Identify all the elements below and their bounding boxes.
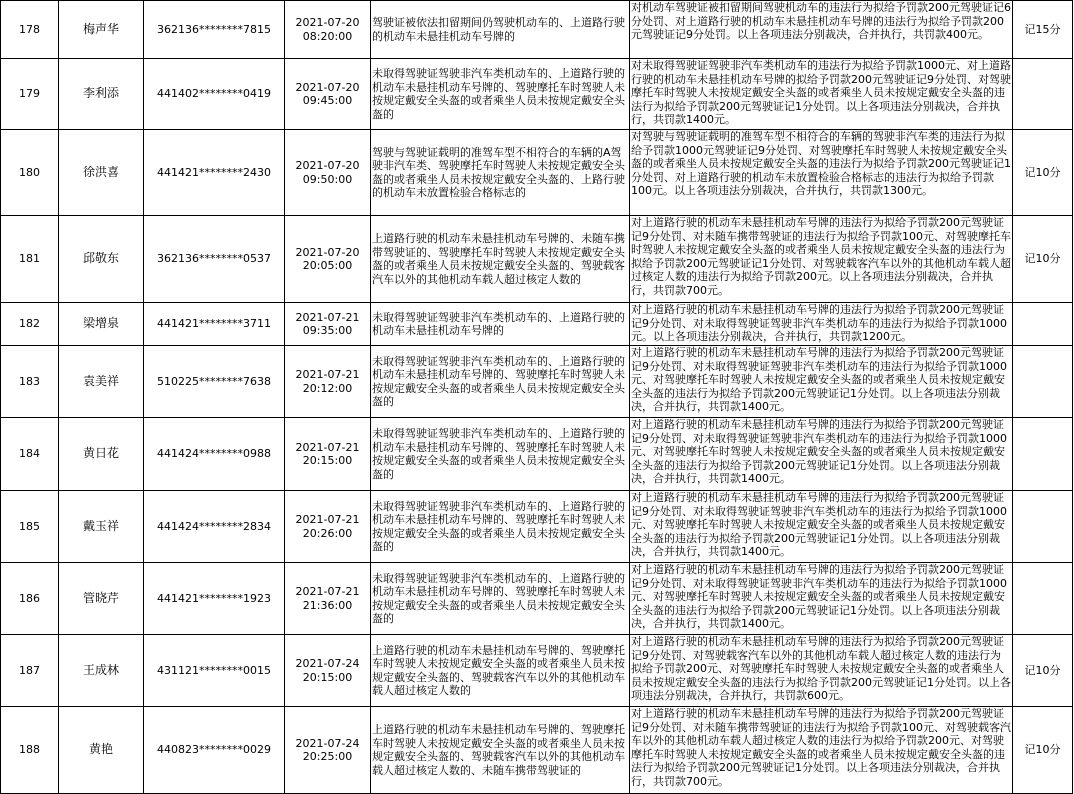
id-number: 431121********0015 bbox=[144, 635, 285, 707]
demerit-points bbox=[1013, 491, 1073, 563]
penalty-description: 对上道路行驶的机动车未悬挂机动车号牌的违法行为拟给予罚款200元驾驶证记9分处罚、对未取得驾驶证驾驶非汽车类机动车的违法行为拟给予罚款1000元、对驾驶摩托车时驾驶人未按规定戴安全头盔的或者乘坐人员未按规定戴安全头盔的违法行为拟给予罚款200元驾驶证记1分处罚。以上各项违法分别裁决，合并执行，共罚款1400元。 bbox=[630, 563, 1013, 635]
table-row bbox=[1, 563, 1073, 635]
demerit-points bbox=[1013, 563, 1073, 635]
table-row bbox=[1, 303, 1073, 346]
violation-description: 未取得驾驶证驾驶非汽车类机动车的、上道路行驶的机动车未悬挂机动车号牌的、驾驶摩托车时驾驶人未按规定戴安全头盔的或者乘坐人员未按规定戴安全头盔的 bbox=[371, 59, 630, 130]
demerit-points: 记10分 bbox=[1013, 707, 1073, 794]
penalty-description: 对上道路行驶的机动车未悬挂机动车号牌的违法行为拟给予罚款200元驾驶证记9分处罚、对未取得驾驶证驾驶非汽车类机动车的违法行为拟给予罚款1000元、对驾驶摩托车时驾驶人未按规定戴安全头盔的或者乘坐人员未按规定戴安全头盔的违法行为拟给予罚款200元驾驶证记1分处罚。以上各项违法分别裁决，合并执行，共罚款1400元。 bbox=[630, 491, 1013, 563]
violation-time: 2021-07-20 09:45:00 bbox=[285, 59, 371, 130]
person-name: 王成林 bbox=[59, 635, 144, 707]
id-number: 441421********3711 bbox=[144, 303, 285, 346]
row-number: 183 bbox=[1, 346, 59, 418]
person-name: 袁美祥 bbox=[59, 346, 144, 418]
violation-time: 2021-07-20 20:05:00 bbox=[285, 216, 371, 303]
person-name: 戴玉祥 bbox=[59, 491, 144, 563]
violation-description: 未取得驾驶证驾驶非汽车类机动车的、上道路行驶的机动车未悬挂机动车号牌的 bbox=[371, 303, 630, 346]
table-row bbox=[1, 59, 1073, 130]
demerit-points: 记15分 bbox=[1013, 1, 1073, 59]
violation-time: 2021-07-21 20:26:00 bbox=[285, 491, 371, 563]
id-number: 510225********7638 bbox=[144, 346, 285, 418]
table-row bbox=[1, 130, 1073, 216]
penalty-description: 对上道路行驶的机动车未悬挂机动车号牌的违法行为拟给予罚款200元驾驶证记9分处罚、对未取得驾驶证驾驶非汽车类机动车的违法行为拟给予罚款1000元、对驾驶摩托车时驾驶人未按规定戴安全头盔的或者乘坐人员未按规定戴安全头盔的违法行为拟给予罚款200元驾驶证记1分处罚。以上各项违法分别裁决，合并执行，共罚款1400元。 bbox=[630, 418, 1013, 491]
person-name: 黄艳 bbox=[59, 707, 144, 794]
table-row bbox=[1, 491, 1073, 563]
violation-description: 驾驶与驾驶证载明的准驾车型不相符合的车辆的A驾驶非汽车类、驾驶摩托车时驾驶人未按规定戴安全头盔的或者乘坐人员未按规定戴安全头盔的、上路行驶的机动车未放置检验合格标志的 bbox=[371, 130, 630, 216]
violation-time: 2021-07-24 20:25:00 bbox=[285, 707, 371, 794]
table-row bbox=[1, 707, 1073, 794]
demerit-points: 记10分 bbox=[1013, 635, 1073, 707]
violations-table-body bbox=[1, 1, 1073, 794]
person-name: 徐洪喜 bbox=[59, 130, 144, 216]
row-number: 188 bbox=[1, 707, 59, 794]
violation-time: 2021-07-21 20:15:00 bbox=[285, 418, 371, 491]
violation-time: 2021-07-20 09:50:00 bbox=[285, 130, 371, 216]
penalty-description: 对上道路行驶的机动车未悬挂机动车号牌的违法行为拟给予罚款200元驾驶证记9分处罚、对未随车携带驾驶证的违法行为拟给予罚款100元、对驾驶摩托车时驾驶人未按规定戴安全头盔的或者乘坐人员未按规定戴安全头盔的违法行为拟给予罚款200元驾驶证记1分处罚、对驾驶载客汽车以外的其他机动车载人超过核定人数的违法行为拟给予罚款200元。以上各项违法分别裁决，合并执行，共罚款700元。 bbox=[630, 216, 1013, 303]
demerit-points: 记10分 bbox=[1013, 130, 1073, 216]
violation-time: 2021-07-20 08:20:00 bbox=[285, 1, 371, 59]
id-number: 441421********1923 bbox=[144, 563, 285, 635]
row-number: 182 bbox=[1, 303, 59, 346]
row-number: 180 bbox=[1, 130, 59, 216]
person-name: 黄日花 bbox=[59, 418, 144, 491]
demerit-points bbox=[1013, 303, 1073, 346]
person-name: 梅声华 bbox=[59, 1, 144, 59]
row-number: 179 bbox=[1, 59, 59, 130]
penalty-description: 对上道路行驶的机动车未悬挂机动车号牌的违法行为拟给予罚款200元驾驶证记9分处罚、对未取得驾驶证驾驶非汽车类机动车的违法行为拟给予罚款1000元。以上各项违法分别裁决，合并执行，共罚款1200元。 bbox=[630, 303, 1013, 346]
id-number: 441421********2430 bbox=[144, 130, 285, 216]
row-number: 187 bbox=[1, 635, 59, 707]
penalty-description: 对上道路行驶的机动车未悬挂机动车号牌的违法行为拟给予罚款200元驾驶证记9分处罚、对驾驶载客汽车以外的其他机动车载人超过核定人数的违法行为拟给予罚款200元、对驾驶摩托车时驾驶人未按规定戴安全头盔的或者乘坐人员未按规定戴安全头盔的违法行为拟给予罚款200元驾驶证记1分处罚。以上各项违法分别裁决，合并执行，共罚款600元。 bbox=[630, 635, 1013, 707]
person-name: 邱敬东 bbox=[59, 216, 144, 303]
table-row bbox=[1, 346, 1073, 418]
demerit-points bbox=[1013, 418, 1073, 491]
penalty-description: 对上道路行驶的机动车未悬挂机动车号牌的违法行为拟给予罚款200元驾驶证记9分处罚、对未取得驾驶证驾驶非汽车类机动车的违法行为拟给予罚款1000元、对驾驶摩托车时驾驶人未按规定戴安全头盔的或者乘坐人员未按规定戴安全头盔的违法行为拟给予罚款200元驾驶证记1分处罚。以上各项违法分别裁决，合并执行，共罚款1400元。 bbox=[630, 346, 1013, 418]
violation-description: 未取得驾驶证驾驶非汽车类机动车的、上道路行驶的机动车未悬挂机动车号牌的、驾驶摩托车时驾驶人未按规定戴安全头盔的或者乘坐人员未按规定戴安全头盔的 bbox=[371, 491, 630, 563]
violation-description: 未取得驾驶证驾驶非汽车类机动车的、上道路行驶的机动车未悬挂机动车号牌的、驾驶摩托车时驾驶人未按规定戴安全头盔的或者乘坐人员未按规定戴安全头盔的 bbox=[371, 346, 630, 418]
table-row bbox=[1, 216, 1073, 303]
demerit-points bbox=[1013, 346, 1073, 418]
penalty-description: 对驾驶与驾驶证载明的准驾车型不相符合的车辆的驾驶非汽车类的违法行为拟给予罚款1000元驾驶证记9分处罚、对驾驶摩托车时驾驶人未按规定戴安全头盔的或者乘坐人员未按规定戴安全头盔的违法行为拟给予罚款200元驾驶证记1分处罚、对上道路行驶的机动车未放置检验合格标志的违法行为拟给予罚款100元。以上各项违法分别裁决，合并执行，共罚款1300元。 bbox=[630, 130, 1013, 216]
penalty-description: 对未取得驾驶证驾驶非汽车类机动车的违法行为拟给予罚款1000元、对上道路行驶的机动车未悬挂机动车号牌的拟给予罚款200元驾驶证记9分处罚、对驾驶摩托车时驾驶人未按规定戴安全头盔的或者乘坐人员未按规定戴安全头盔的违法行为拟给予罚款200元驾驶证记1分处罚。以上各项违法分别裁决，合并执行，共罚款1400元。 bbox=[630, 59, 1013, 130]
violation-time: 2021-07-21 20:12:00 bbox=[285, 346, 371, 418]
id-number: 441424********0988 bbox=[144, 418, 285, 491]
demerit-points bbox=[1013, 59, 1073, 130]
violation-time: 2021-07-21 09:35:00 bbox=[285, 303, 371, 346]
row-number: 178 bbox=[1, 1, 59, 59]
person-name: 李利添 bbox=[59, 59, 144, 130]
id-number: 362136********7815 bbox=[144, 1, 285, 59]
violation-time: 2021-07-21 21:36:00 bbox=[285, 563, 371, 635]
row-number: 185 bbox=[1, 491, 59, 563]
id-number: 441424********2834 bbox=[144, 491, 285, 563]
person-name: 梁增泉 bbox=[59, 303, 144, 346]
violation-description: 未取得驾驶证驾驶非汽车类机动车的、上道路行驶的机动车未悬挂机动车号牌的、驾驶摩托车时驾驶人未按规定戴安全头盔的或者乘坐人员未按规定戴安全头盔的 bbox=[371, 563, 630, 635]
violation-description: 上道路行驶的机动车未悬挂机动车号牌的、驾驶摩托车时驾驶人未按规定戴安全头盔的或者乘坐人员未按规定戴安全头盔的、驾驶载客汽车以外的其他机动车载人超过核定人数的、未随车携带驾驶证的 bbox=[371, 707, 630, 794]
table-row bbox=[1, 418, 1073, 491]
violation-time: 2021-07-24 20:15:00 bbox=[285, 635, 371, 707]
row-number: 186 bbox=[1, 563, 59, 635]
violation-description: 驾驶证被依法扣留期间仍驾驶机动车的、上道路行驶的机动车未悬挂机动车号牌的 bbox=[371, 1, 630, 59]
table-row bbox=[1, 635, 1073, 707]
row-number: 181 bbox=[1, 216, 59, 303]
id-number: 362136********0537 bbox=[144, 216, 285, 303]
violation-description: 未取得驾驶证驾驶非汽车类机动车的、上道路行驶的机动车未悬挂机动车号牌的、驾驶摩托车时驾驶人未按规定戴安全头盔的或者乘坐人员未按规定戴安全头盔的 bbox=[371, 418, 630, 491]
id-number: 441402********0419 bbox=[144, 59, 285, 130]
id-number: 440823********0029 bbox=[144, 707, 285, 794]
violation-description: 上道路行驶的机动车未悬挂机动车号牌的、未随车携带驾驶证的、驾驶摩托车时驾驶人未按规定戴安全头盔的或者乘坐人员未按规定戴安全头盔的、驾驶载客汽车以外的其他机动车载人超过核定人数的 bbox=[371, 216, 630, 303]
person-name: 管晓芹 bbox=[59, 563, 144, 635]
violation-description: 上道路行驶的机动车未悬挂机动车号牌的、驾驶摩托车时驾驶人未按规定戴安全头盔的或者乘坐人员未按规定戴安全头盔的、驾驶载客汽车以外的其他机动车载人超过核定人数的 bbox=[371, 635, 630, 707]
demerit-points: 记10分 bbox=[1013, 216, 1073, 303]
penalty-description: 对机动车驾驶证被扣留期间驾驶机动车的违法行为拟给予罚款200元驾驶证记6分处罚、对上道路行驶的机动车未悬挂机动车号牌的违法行为拟给予罚款200元驾驶证记9分处罚。以上各项违法分别裁决，合并执行，共罚款400元。 bbox=[630, 1, 1013, 59]
table-row bbox=[1, 1, 1073, 59]
row-number: 184 bbox=[1, 418, 59, 491]
penalty-description: 对上道路行驶的机动车未悬挂机动车号牌的违法行为拟给予罚款200元驾驶证记9分处罚、对未随车携带驾驶证的违法行为拟给予罚款100元、对驾驶载客汽车以外的其他机动车载人超过核定人数的违法行为拟给予罚款200元、对驾驶摩托车时驾驶人未按规定戴安全头盔的或者乘坐人员未按规定戴安全头盔的违法行为拟给予罚款200元驾驶证记1分处罚。以上各项违法分别裁决，合并执行，共罚款700元。 bbox=[630, 707, 1013, 794]
